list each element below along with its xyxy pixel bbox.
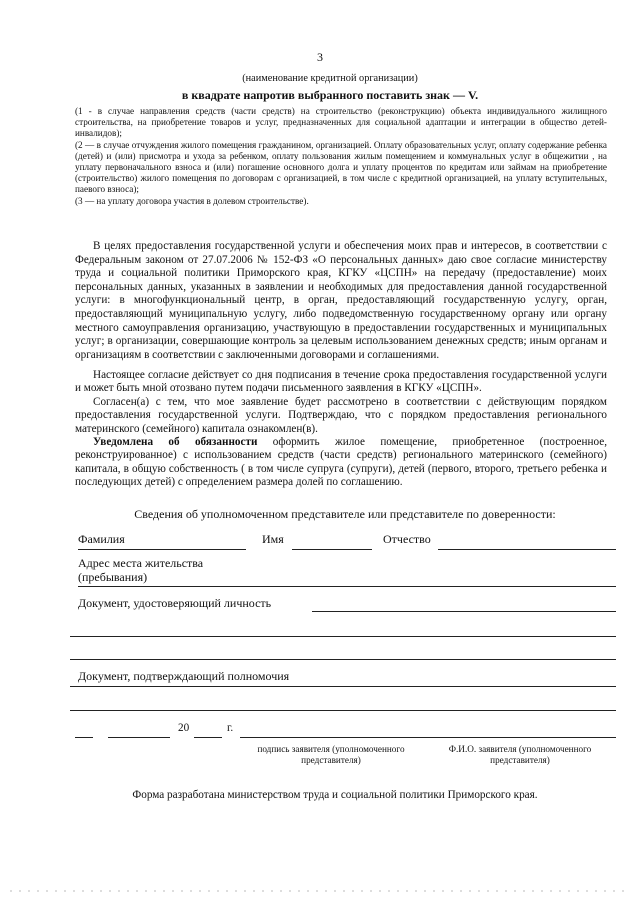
agree-paragraph: Согласен(а) с тем, что мое заявление будет рассмотрено в соответствии с действующим порядком предоставления государственной услуги. Подтверждаю, что с порядком предоставления регионального материнского (семейного) капитала ознакомлен(в). — [75, 396, 607, 435]
name-label: Имя — [262, 532, 284, 546]
selection-instruction: в квадрате напротив выбранного поставить знак — V. — [181, 88, 479, 102]
date-year-suffix: г. — [227, 722, 234, 734]
options-list — [75, 106, 607, 207]
id-document-input-line-1[interactable] — [312, 611, 616, 612]
validity-paragraph: Настоящее согласие действует со дня подписания в течение срока предоставления государственной услуги и может быть мной отозвано путем подачи письменного заявления в КГКУ «ЦСПН». — [75, 369, 607, 395]
authority-document-input-line-1[interactable] — [70, 686, 616, 687]
notified-paragraph — [75, 436, 607, 490]
signature-line[interactable] — [240, 737, 616, 738]
option-3: (3 — на уплату договора участия в долевом строительстве). — [75, 195, 309, 206]
option-1: (1 - в случае направления средств (части средств) на строительство (реконструкцию) объекта индивидуального жилищного строительства, на приобретение товаров и услуг, предназначенных для социальной адаптации и интеграции в общество детей-инвалидов); — [75, 106, 607, 139]
patronymic-label: Отчество — [383, 532, 431, 546]
date-day-line[interactable] — [75, 737, 93, 738]
credit-org-caption: (наименование кредитной организации) — [242, 73, 418, 84]
page-number: 3 — [317, 50, 323, 64]
surname-input-line[interactable] — [78, 549, 246, 550]
authority-document-input-line-2[interactable] — [70, 710, 616, 711]
consent-paragraph: В целях предоставления государственной услуги и обеспечения моих прав и интересов, в соответствии с Федеральным законом от 27.07.2006 № 152-ФЗ «О персональных данных» даю свое согласие министерству труда и социальной политики Приморского края, КГКУ «ЦСПН» на передачу (предоставление) моих персональных данных, указанных в заявлении и необходимых для предоставления данной государственной услуги: в многофункциональный центр, в орган, предоставляющий государственную услугу, орган, предоставляющий муниципальную услугу, либо подведомственную государственному органу или органу местного самоуправления организацию, участвующую в предоставлении государственных и муниципальных услуг; в организации, совершающие контроль за целевым использованием денежных средств; иным органам и организациям в соответствии с заключенными договорами и соглашениями. — [75, 240, 607, 361]
patronymic-input-line[interactable] — [438, 549, 616, 550]
date-year-prefix: 20 — [178, 722, 190, 734]
authority-document-label: Документ, подтверждающий полномочия — [78, 669, 290, 683]
form-footer: Форма разработана министерством труда и социальной политики Приморского края. — [132, 789, 538, 801]
scan-artifact-dots — [10, 890, 630, 892]
id-document-input-line-3[interactable] — [70, 659, 616, 660]
option-2: (2 — в случае отчуждения жилого помещения гражданином, организацией. Оплату образовательных услуг, оплату содержание ребенка (детей) и (или) присмотра и ухода за ребенком, оплату пользования жилым помещением и коммунальных услуг в общежитии , на уплату первоначального взноса и (или) погашение основного долга и уплату процентов по кредитам или займам на приобретение (строительство) жилого помещения по договорам с организацией, в том числе с кредитной организацией, на уплату вступительных, паевого взноса); — [75, 139, 607, 195]
surname-label: Фамилия — [78, 532, 125, 546]
id-document-input-line-2[interactable] — [70, 636, 616, 637]
fio-caption: Ф.И.О. заявителя (уполномоченного представителя) — [448, 744, 592, 766]
name-input-line[interactable] — [292, 549, 372, 550]
representative-heading: Сведения об уполномоченном представителе или представителе по доверенности: — [134, 507, 556, 521]
date-year-line[interactable] — [194, 737, 222, 738]
date-month-line[interactable] — [108, 737, 170, 738]
address-label: Адрес места жительства (пребывания) — [78, 556, 204, 584]
notified-bold-label: Уведомлена об обязанности — [93, 436, 258, 448]
address-input-line[interactable] — [78, 586, 616, 587]
id-document-label: Документ, удостоверяющий личность — [78, 596, 272, 610]
notified-text: оформить жилое помещение, приобретенное (построенное, реконструированное) с использованием средств (части средств) регионального материнского (семейного) капитала, в общую собственность ( в том числе супруга (супруги), детей (первого, второго, третьего ребенка и последующих детей) с определением размера долей по соглашению. — [75, 436, 607, 489]
signature-caption: подпись заявителя (уполномоченного представителя) — [257, 744, 405, 766]
